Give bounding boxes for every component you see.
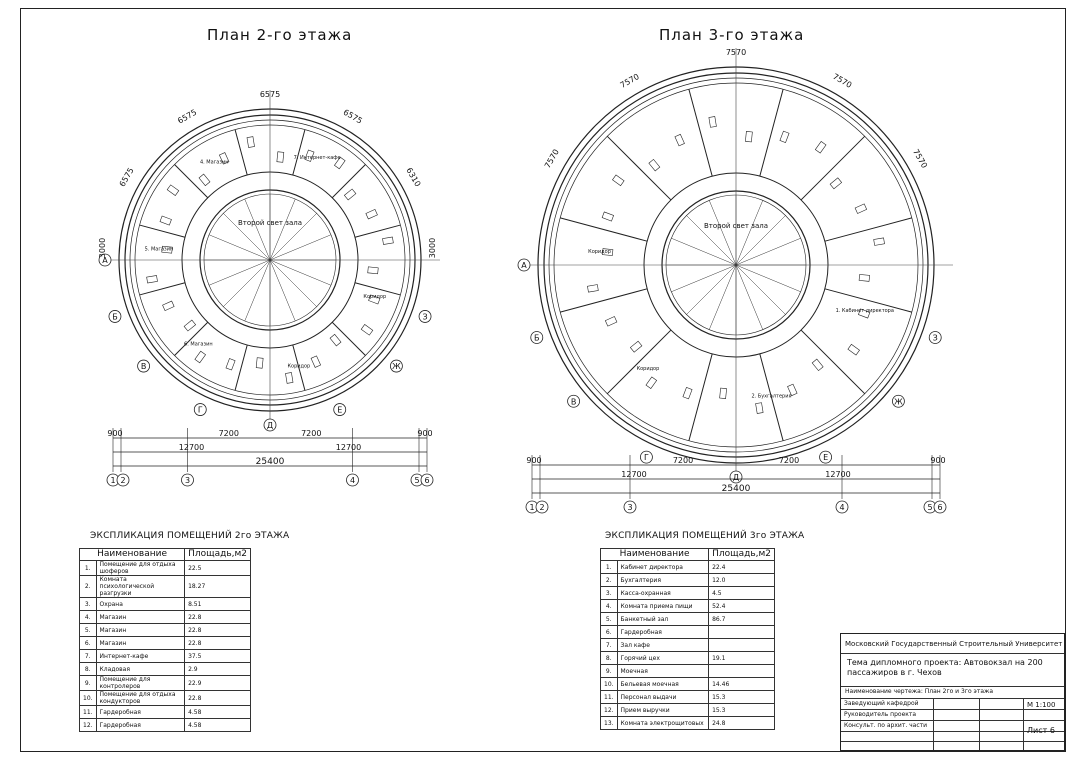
furniture-block xyxy=(612,175,624,186)
dimension-top: 7570 xyxy=(542,147,561,170)
table2-caption: ЭКСПЛИКАЦИЯ ПОМЕЩЕНИЙ 2го ЭТАЖА xyxy=(90,531,290,541)
room-name: Кладовая xyxy=(96,663,185,676)
room-name: Бухгалтерия xyxy=(617,574,709,587)
axis-marker-label: 5 xyxy=(414,476,420,485)
dimension-top: 7570 xyxy=(831,71,854,90)
room-area: 19.1 xyxy=(709,652,775,665)
row-number: 8. xyxy=(80,663,97,676)
room-label: Коридор xyxy=(636,365,660,372)
row-number: 9. xyxy=(80,676,97,691)
table3-caption: ЭКСПЛИКАЦИЯ ПОМЕЩЕНИЙ 3го ЭТАЖА xyxy=(605,531,805,541)
row-number: 13. xyxy=(601,717,618,730)
axis-marker-label: 6 xyxy=(424,476,430,485)
furniture-block xyxy=(368,267,379,274)
room-name: Интернет-кафе xyxy=(96,650,185,663)
furniture-block xyxy=(226,359,235,370)
floor-plan-2 xyxy=(80,60,500,485)
axis-marker-label: 5 xyxy=(927,503,933,512)
room-name: Гардеробная xyxy=(96,719,185,732)
room-name: Бельевая моечная xyxy=(617,678,709,691)
axis-marker-label: З xyxy=(932,333,938,343)
room-name: Комната приема пищи xyxy=(617,600,709,613)
room-name: Прием выручки xyxy=(617,704,709,717)
axis-marker-label: Д xyxy=(732,473,740,482)
row-number: 6. xyxy=(601,626,618,639)
room-area: 15.3 xyxy=(709,691,775,704)
partition-wall xyxy=(825,218,912,241)
dimension-bottom: 7200 xyxy=(301,429,322,438)
room-area xyxy=(709,626,775,639)
table-row xyxy=(80,663,251,676)
furniture-block xyxy=(649,159,660,171)
row-number: 1. xyxy=(80,561,97,576)
room-area: 4.58 xyxy=(185,719,251,732)
furniture-block xyxy=(874,238,885,246)
table-row xyxy=(601,704,775,717)
axis-marker-label: 3 xyxy=(627,503,633,512)
partition-wall xyxy=(332,165,365,198)
room-name: Горячий цех xyxy=(617,652,709,665)
room-name: Кабинет директора xyxy=(617,561,709,574)
room-label: Коридор xyxy=(287,363,311,370)
table-row xyxy=(80,650,251,663)
axis-marker-label: 6 xyxy=(937,503,943,512)
stamp-sheet-name: Наименование чертежа: План 2го и 3го этажа xyxy=(845,688,994,695)
room-area: 86.7 xyxy=(709,613,775,626)
table-row xyxy=(80,624,251,637)
table-row xyxy=(601,665,775,678)
dimension-top: 7570 xyxy=(911,147,930,170)
plan3-title: План 3-го этажа xyxy=(659,26,805,44)
furniture-block xyxy=(366,209,378,219)
room-area: 22.9 xyxy=(185,676,251,691)
table-row xyxy=(601,691,775,704)
dimension-bottom: 12700 xyxy=(178,443,205,452)
table-row xyxy=(601,717,775,730)
room-area: 15.3 xyxy=(709,704,775,717)
row-number: 11. xyxy=(80,706,97,719)
plan2-title: План 2-го этажа xyxy=(207,26,353,44)
room-label: 6. Магазин xyxy=(184,341,213,348)
row-number: 7. xyxy=(80,650,97,663)
table-row xyxy=(80,561,251,576)
table-row xyxy=(80,637,251,650)
row-number: 11. xyxy=(601,691,618,704)
axis-marker-label: З xyxy=(422,312,428,322)
furniture-block xyxy=(815,141,826,153)
axis-marker-label: 4 xyxy=(839,503,845,512)
furniture-block xyxy=(199,174,210,186)
stamp-org: Московский Государственный Строительный Университет xyxy=(845,640,1063,648)
partition-wall xyxy=(355,225,400,237)
axis-marker-label: 1 xyxy=(110,476,116,485)
dimension-top: 6575 xyxy=(176,107,199,126)
dimension-top: 7570 xyxy=(618,71,641,90)
room-area: 52.4 xyxy=(709,600,775,613)
axis-marker-label: В xyxy=(140,362,147,372)
axis-marker-label: Г xyxy=(197,405,203,415)
dimension-bottom: 900 xyxy=(526,456,542,465)
row-number: 2. xyxy=(601,574,618,587)
dimension-bottom: 900 xyxy=(107,429,123,438)
dimension-bottom: 12700 xyxy=(335,443,362,452)
floor-plan-3 xyxy=(520,48,960,512)
table-row xyxy=(80,706,251,719)
partition-wall xyxy=(607,136,671,200)
dimension-bottom: 7200 xyxy=(672,456,694,465)
row-number: 3. xyxy=(601,587,618,600)
furniture-block xyxy=(780,131,789,142)
stamp-scale: М 1:100 xyxy=(1027,701,1056,709)
stamp-role-3: Консульт. по архит. части xyxy=(844,722,928,729)
row-number: 9. xyxy=(601,665,618,678)
partition-wall xyxy=(175,322,208,355)
table-row xyxy=(80,719,251,732)
dimension-bottom: 7200 xyxy=(778,456,800,465)
stamp-role-2: Руководитель проекта xyxy=(844,711,917,718)
dimension-top: 6575 xyxy=(259,90,281,99)
table2-header-name: Наименование xyxy=(80,549,185,561)
row-number: 12. xyxy=(80,719,97,732)
furniture-block xyxy=(848,344,860,355)
row-number: 4. xyxy=(80,611,97,624)
room-area: 22.8 xyxy=(185,624,251,637)
room-label: 5. Магазин xyxy=(144,246,174,253)
axis-marker-label: Г xyxy=(643,453,649,463)
furniture-block xyxy=(330,334,341,346)
table3-explication xyxy=(600,548,775,730)
furniture-block xyxy=(167,185,179,196)
axis-marker-label: 4 xyxy=(349,476,356,485)
partition-wall xyxy=(175,165,208,198)
dimension-bottom: 12700 xyxy=(825,470,851,479)
furniture-block xyxy=(344,189,356,200)
room-area xyxy=(709,665,775,678)
title-block xyxy=(840,633,1065,751)
room-area xyxy=(709,639,775,652)
axis-marker-label: А xyxy=(102,256,108,265)
room-area: 8.51 xyxy=(185,598,251,611)
furniture-block xyxy=(195,351,206,363)
axis-marker-label: Е xyxy=(337,405,343,415)
furniture-block xyxy=(311,356,321,368)
dimension-bottom: 900 xyxy=(417,429,433,438)
furniture-block xyxy=(602,212,613,221)
axis-marker-label: 2 xyxy=(539,503,545,512)
room-name: Магазин xyxy=(96,624,185,637)
partition-wall xyxy=(355,283,400,295)
hall-radial-line xyxy=(687,265,736,314)
dimension-top: 6575 xyxy=(341,107,364,126)
room-name: Гардеробная xyxy=(96,706,185,719)
room-name: Комната психологической разгрузки xyxy=(96,576,185,598)
row-number: 10. xyxy=(601,678,618,691)
table-row xyxy=(80,611,251,624)
dimension-total: 25400 xyxy=(255,457,285,467)
furniture-block xyxy=(605,317,617,327)
room-area: 22.5 xyxy=(185,561,251,576)
stamp-role-1: Заведующий кафедрой xyxy=(844,700,919,707)
axis-marker-label: А xyxy=(521,261,527,270)
axis-marker-label: 2 xyxy=(120,476,126,485)
dimension-top: 6310 xyxy=(404,166,423,189)
room-name: Помещение для контролеров xyxy=(96,676,185,691)
table-row xyxy=(601,652,775,665)
room-area: 4.58 xyxy=(185,706,251,719)
furniture-block xyxy=(184,320,196,331)
dimension-side: 3000 xyxy=(98,237,107,259)
partition-wall xyxy=(235,130,247,175)
room-name: Помещение для отдыха кондукторов xyxy=(96,691,185,706)
furniture-block xyxy=(812,359,823,371)
row-number: 10. xyxy=(80,691,97,706)
furniture-block xyxy=(756,403,764,414)
room-area: 37.5 xyxy=(185,650,251,663)
room-area: 22.8 xyxy=(185,611,251,624)
room-label: 4. Магазин xyxy=(199,159,229,166)
partition-wall xyxy=(140,283,185,295)
room-area: 22.4 xyxy=(709,561,775,574)
furniture-block xyxy=(855,204,867,214)
room-area: 4.5 xyxy=(709,587,775,600)
table-row xyxy=(601,600,775,613)
partition-wall xyxy=(801,136,865,200)
row-number: 4. xyxy=(601,600,618,613)
axis-marker-label: Б xyxy=(112,312,118,322)
table2-header-area: Площадь,м2 xyxy=(185,549,251,561)
partition-wall xyxy=(140,225,185,237)
room-area: 22.8 xyxy=(185,637,251,650)
furniture-block xyxy=(675,134,685,146)
table-row xyxy=(80,691,251,706)
table-row xyxy=(601,587,775,600)
table3-header-name: Наименование xyxy=(601,549,709,561)
dimension-top: 7570 xyxy=(725,48,747,57)
furniture-block xyxy=(361,324,373,335)
row-number: 3. xyxy=(80,598,97,611)
dimension-total: 25400 xyxy=(721,484,751,494)
furniture-block xyxy=(830,178,842,189)
partition-wall xyxy=(293,130,305,175)
hall-label: Второй свет зала xyxy=(237,219,303,227)
table-row xyxy=(601,639,775,652)
furniture-block xyxy=(383,237,394,245)
room-name: Зал кафе xyxy=(617,639,709,652)
row-number: 6. xyxy=(80,637,97,650)
table-row xyxy=(601,678,775,691)
partition-wall xyxy=(801,330,865,394)
table-row xyxy=(601,626,775,639)
furniture-block xyxy=(285,373,293,384)
table-row xyxy=(601,574,775,587)
furniture-block xyxy=(630,341,642,352)
room-name: Помещение для отдыха шоферов xyxy=(96,561,185,576)
axis-marker-label: Б xyxy=(534,333,540,343)
room-name: Охрана xyxy=(96,598,185,611)
hall-radial-line xyxy=(223,260,270,307)
axis-marker-label: В xyxy=(570,397,577,407)
partition-wall xyxy=(560,218,647,241)
room-name: Магазин xyxy=(96,637,185,650)
axis-marker-label: 3 xyxy=(184,476,191,485)
furniture-block xyxy=(683,387,692,398)
table-row xyxy=(80,598,251,611)
partition-wall xyxy=(332,322,365,355)
furniture-block xyxy=(247,137,255,148)
row-number: 5. xyxy=(601,613,618,626)
hall-radial-line xyxy=(736,265,785,314)
row-number: 1. xyxy=(601,561,618,574)
hall-radial-line xyxy=(270,260,317,307)
table2-explication xyxy=(79,548,251,732)
room-label: 2. Бухгалтерия xyxy=(751,393,792,400)
dimension-side: 3000 xyxy=(428,237,437,259)
partition-wall xyxy=(689,354,712,441)
row-number: 8. xyxy=(601,652,618,665)
table-row xyxy=(601,561,775,574)
furniture-block xyxy=(745,131,752,142)
dimension-top: 6575 xyxy=(117,166,136,189)
room-name: Касса-охранная xyxy=(617,587,709,600)
hall-label: Второй свет зала xyxy=(703,222,769,230)
partition-wall xyxy=(235,345,247,390)
axis-marker-label: 1 xyxy=(529,503,535,512)
room-name: Комната электрощитовых xyxy=(617,717,709,730)
room-area: 2.9 xyxy=(185,663,251,676)
room-name: Банкетный зал xyxy=(617,613,709,626)
stamp-topic: Тема дипломного проекта: Автовокзал на 200 пассажиров в г. Чехов xyxy=(847,658,1043,677)
row-number: 12. xyxy=(601,704,618,717)
room-name: Магазин xyxy=(96,611,185,624)
dimension-bottom: 900 xyxy=(930,456,946,465)
room-name: Персонал выдачи xyxy=(617,691,709,704)
row-number: 2. xyxy=(80,576,97,598)
partition-wall xyxy=(560,289,647,312)
furniture-block xyxy=(587,285,598,293)
dimension-bottom: 7200 xyxy=(218,429,239,438)
room-label: 7. Интернет-кафе xyxy=(293,154,341,161)
furniture-block xyxy=(720,388,727,399)
partition-wall xyxy=(607,330,671,394)
stamp-sheet-number: Лист 6 xyxy=(1027,726,1055,735)
room-name: Моечная xyxy=(617,665,709,678)
furniture-block xyxy=(256,358,263,369)
row-number: 5. xyxy=(80,624,97,637)
furniture-block xyxy=(709,116,717,127)
room-area: 24.8 xyxy=(709,717,775,730)
dimension-bottom: 12700 xyxy=(621,470,647,479)
furniture-block xyxy=(859,274,870,281)
table-row xyxy=(80,676,251,691)
room-area: 12.0 xyxy=(709,574,775,587)
room-area: 14.46 xyxy=(709,678,775,691)
table-row xyxy=(601,613,775,626)
axis-marker-label: Е xyxy=(823,453,829,463)
furniture-block xyxy=(147,275,158,283)
partition-wall xyxy=(689,89,712,176)
furniture-block xyxy=(160,216,171,225)
axis-marker-label: Ж xyxy=(894,397,903,407)
room-name: Гардеробная xyxy=(617,626,709,639)
partition-wall xyxy=(760,89,783,176)
room-label: 1. Кабинет директора xyxy=(835,307,894,314)
room-label: Коридор xyxy=(588,249,611,256)
axis-marker-label: Д xyxy=(266,421,274,430)
furniture-block xyxy=(163,301,175,311)
axis-marker-label: Ж xyxy=(392,362,401,372)
room-area: 22.8 xyxy=(185,691,251,706)
table-row xyxy=(80,576,251,598)
table3-header-area: Площадь,м2 xyxy=(709,549,775,561)
room-area: 18.27 xyxy=(185,576,251,598)
room-label: Коридор xyxy=(363,294,387,301)
furniture-block xyxy=(646,377,657,389)
row-number: 7. xyxy=(601,639,618,652)
furniture-block xyxy=(277,152,284,163)
